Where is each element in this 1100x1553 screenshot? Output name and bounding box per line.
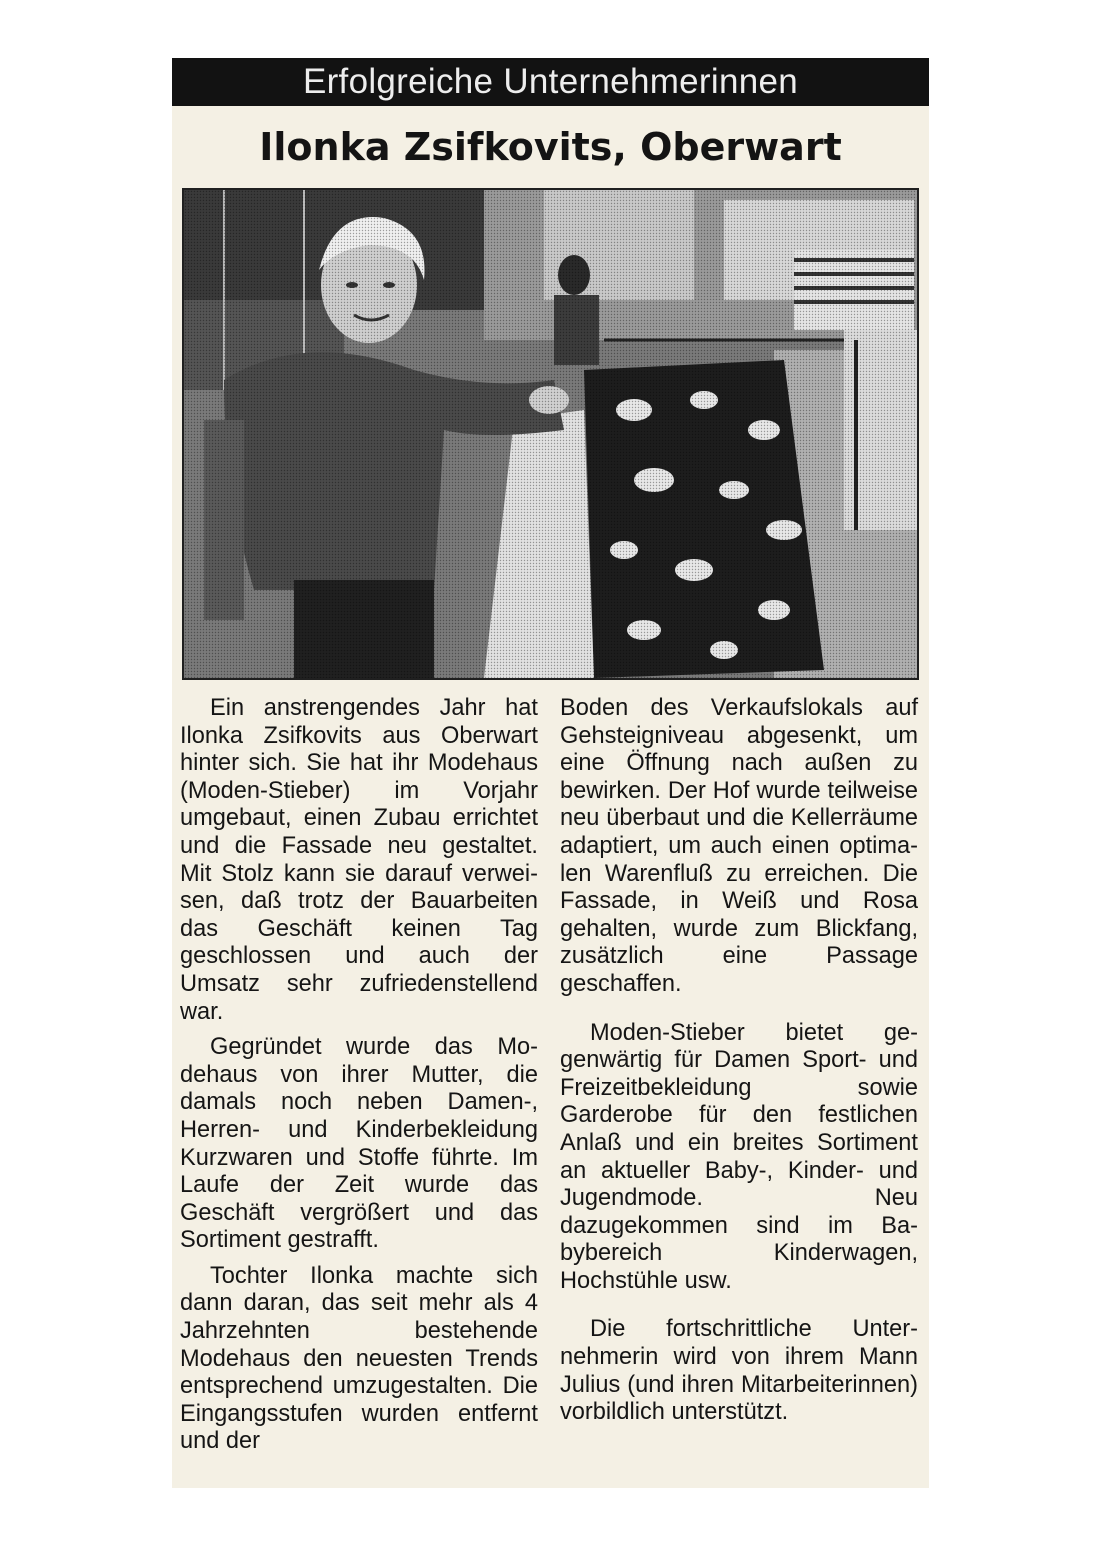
header-banner: Erfolgreiche Unternehmerinnen bbox=[172, 58, 929, 106]
article-photo bbox=[182, 188, 919, 680]
paragraph: Gegründet wurde das Modehaus von ihrer Mutter, die damals noch neben Damen-, Herren- und Kinderbekleidung Kurzwaren und Stoffe führte. Im Laufe der Zeit wurde das Geschäft vergrößert und das Sortiment gestrafft. bbox=[180, 1034, 538, 1254]
article-subtitle: Ilonka Zsifkovits, Oberwart bbox=[259, 125, 842, 169]
text-column-right bbox=[560, 695, 918, 1427]
paragraph: Ein anstrengendes Jahr hat Ilonka Zsifkovits aus Oberwart hinter sich. Sie hat ihr Modehaus (Moden-Stieber) im Vorjahr umgebaut, einen Zubau errichtet und die Fassade neu gestaltet. Mit Stolz kann sie darauf verweisen, daß trotz der Bauarbeiten das Geschäft keinen Tag geschlossen und auch der Umsatz sehr zufriedenstellend war. bbox=[180, 695, 538, 1025]
paragraph: Moden-Stieber bietet gegenwärtig für Damen Sport- und Freizeitbekleidung sowie Garderobe für den festlichen Anlaß und ein breites Sortiment an aktueller Baby-, Kinder- und Jugendmode. Neu dazugekommen sind im Babybereich Kinderwagen, Hochstühle usw. bbox=[560, 1019, 918, 1294]
text-column-left bbox=[180, 695, 538, 1456]
paragraph: Boden des Verkaufslokals auf Gehsteigniveau abgesenkt, um eine Öffnung nach außen zu bewirken. Der Hof wurde teilweise neu überbaut und die Kellerräume adaptiert, um auch einen optimalen Warenfluß zu erreichen. Die Fassade, in Weiß und Rosa gehalten, wurde zum Blickfang, zusätzlich eine Passage geschaffen. bbox=[560, 695, 918, 997]
photo-shop-owner-icon bbox=[184, 190, 917, 678]
paragraph: Die fortschrittliche Unternehmerin wird von ihrem Mann Julius (und ihren Mitarbeiterinnen) vorbildlich unterstützt. bbox=[560, 1316, 918, 1426]
paragraph: Tochter Ilonka machte sich dann daran, das seit mehr als 4 Jahrzehnten bestehende Modehaus den neuesten Trends entsprechend umzugestalten. Die Eingangsstufen wurden entfernt und der bbox=[180, 1262, 538, 1455]
newspaper-clipping bbox=[172, 58, 929, 1488]
